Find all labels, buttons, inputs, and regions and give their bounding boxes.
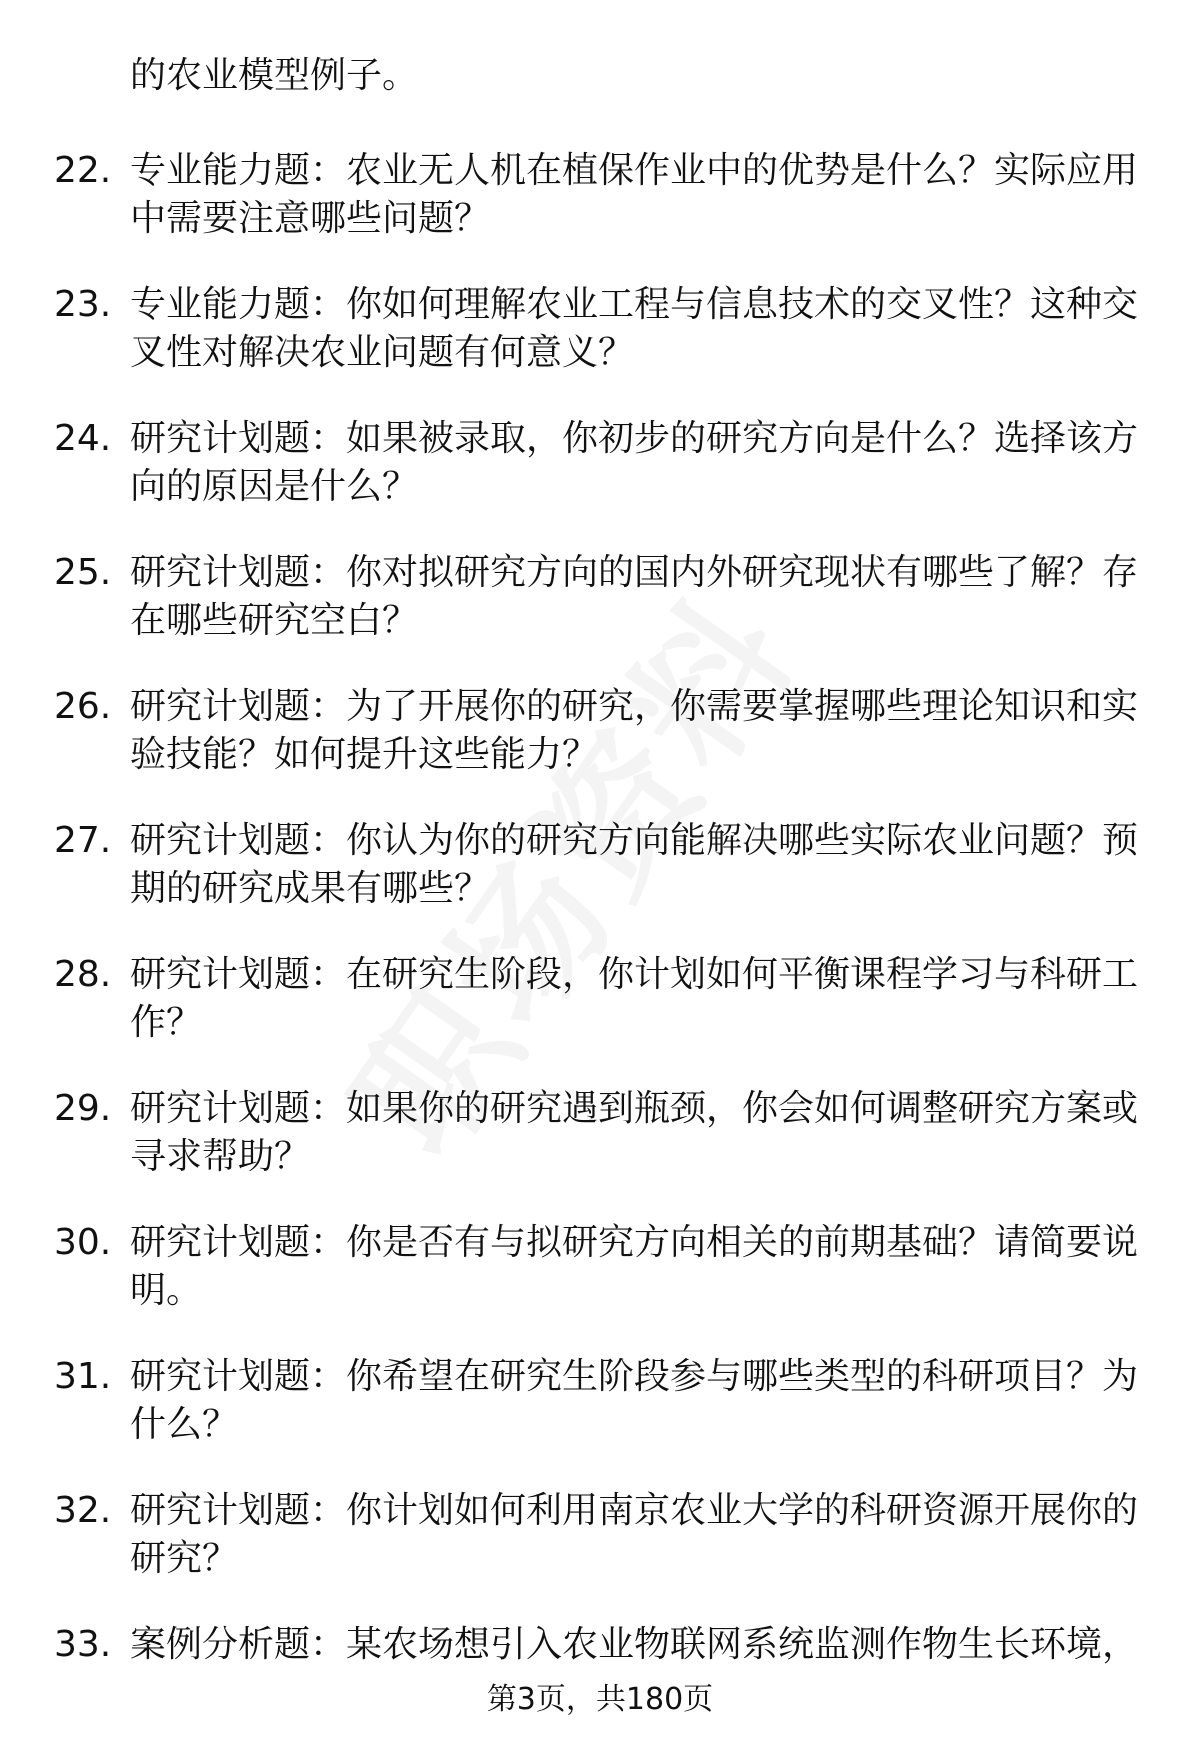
list-item [0, 549, 1200, 683]
item-text: 研究计划题：为了开展你的研究，你需要掌握哪些理论知识和实验技能？如何提升这些能力？ [130, 686, 1139, 775]
item-text: 研究计划题：你对拟研究方向的国内外研究现状有哪些了解？存在哪些研究空白？ [130, 552, 1139, 641]
item-number: 25. [54, 552, 112, 593]
list-item [0, 951, 1200, 1085]
list-item [0, 683, 1200, 817]
question-list [0, 147, 1200, 1755]
item-number: 24. [54, 418, 112, 459]
item-number: 30. [54, 1222, 112, 1263]
item-number: 31. [54, 1356, 112, 1397]
list-item [0, 1219, 1200, 1353]
item-text: 研究计划题：在研究生阶段，你计划如何平衡课程学习与科研工作？ [130, 954, 1139, 1043]
list-item [0, 1085, 1200, 1219]
item-number: 22. [54, 150, 112, 191]
list-item [0, 147, 1200, 281]
continuation-text: 的农业模型例子。 [130, 55, 419, 96]
item-number: 33. [54, 1624, 112, 1665]
item-text: 专业能力题：农业无人机在植保作业中的优势是什么？实际应用中需要注意哪些问题？ [130, 150, 1139, 239]
item-number: 26. [54, 686, 112, 727]
list-item [0, 1353, 1200, 1487]
list-item [0, 415, 1200, 549]
item-number: 32. [54, 1490, 112, 1531]
list-item [0, 1487, 1200, 1621]
item-text: 研究计划题：你是否有与拟研究方向相关的前期基础？请简要说明。 [130, 1222, 1139, 1311]
item-text: 研究计划题：如果被录取，你初步的研究方向是什么？选择该方向的原因是什么？ [130, 418, 1139, 507]
item-text: 研究计划题：如果你的研究遇到瓶颈，你会如何调整研究方案或寻求帮助？ [130, 1088, 1139, 1177]
item-text: 专业能力题：你如何理解农业工程与信息技术的交叉性？这种交叉性对解决农业问题有何意义？ [130, 284, 1139, 373]
item-text: 研究计划题：你认为你的研究方向能解决哪些实际农业问题？预期的研究成果有哪些？ [130, 820, 1139, 909]
list-item [0, 817, 1200, 951]
item-number: 29. [54, 1088, 112, 1129]
item-number: 28. [54, 954, 112, 995]
page-footer: 第3页，共180页 [486, 1682, 714, 1717]
item-number: 23. [54, 284, 112, 325]
item-number: 27. [54, 820, 112, 861]
item-text: 案例分析题：某农场想引入农业物联网系统监测作物生长环境， [130, 1624, 1139, 1665]
item-text: 研究计划题：你希望在研究生阶段参与哪些类型的科研项目？为什么？ [130, 1356, 1139, 1445]
list-item [0, 281, 1200, 415]
item-text: 研究计划题：你计划如何利用南京农业大学的科研资源开展你的研究？ [130, 1490, 1139, 1579]
